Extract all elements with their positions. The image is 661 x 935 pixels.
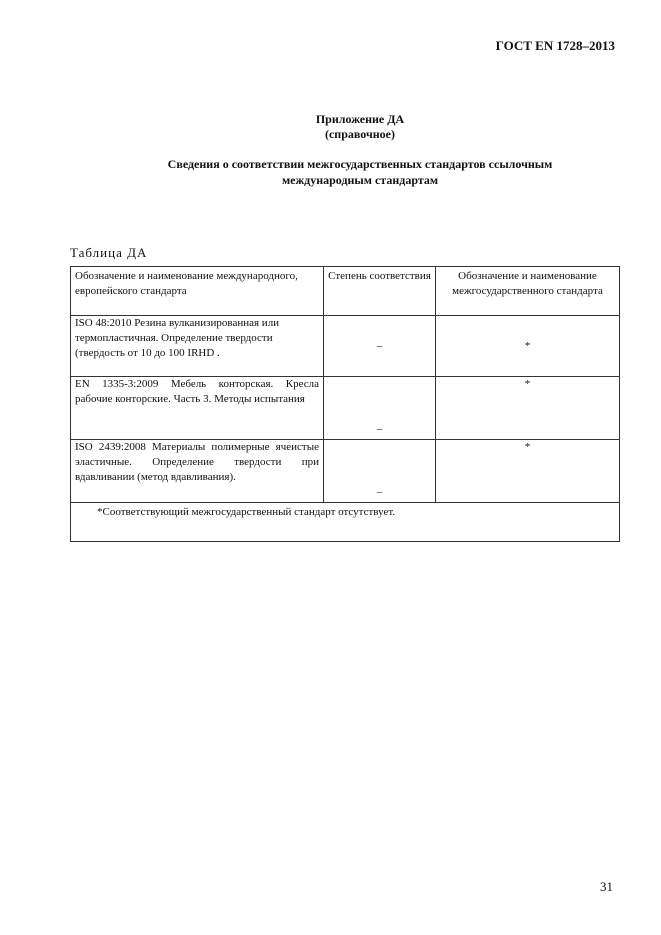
cell-standard: EN 1335-3:2009 Мебель конторская. Кресла рабочие конторские. Часть 3. Методы испытания <box>71 377 324 440</box>
table-header-row <box>71 267 620 316</box>
table-row <box>71 377 620 440</box>
table-footnote-row <box>71 503 620 542</box>
table-caption: Таблица ДА <box>70 245 148 260</box>
cell-degree: – <box>324 377 436 440</box>
cell-degree: – <box>324 316 436 377</box>
info-title-line-2: международным стандартам <box>281 173 439 187</box>
cell-standard: ISO 2439:2008 Материалы полимерные ячеистые эластичные. Определение твердости при вдавливании (метод вдавливания). <box>71 440 324 503</box>
table-row <box>71 440 620 503</box>
cell-interstate: * <box>436 316 620 377</box>
cell-interstate: * <box>436 440 620 503</box>
info-title <box>110 156 610 188</box>
cell-standard: ISO 48:2010 Резина вулканизированная или термопластичная. Определение твердости (твердость от 10 до 100 IRHD . <box>71 316 324 377</box>
header-international-standard: Обозначение и наименование международного, европейского стандарта <box>71 267 324 316</box>
document-header: ГОСТ EN 1728–2013 <box>495 38 615 53</box>
appendix-title: Приложение ДА <box>315 112 405 126</box>
info-title-line-1: Сведения о соответствии межгосударственных стандартов ссылочным <box>167 157 553 171</box>
table-row <box>71 316 620 377</box>
table-footnote: *Соответствующий межгосударственный стандарт отсутствует. <box>71 503 620 542</box>
header-degree: Степень соответствия <box>324 267 436 316</box>
cell-interstate: * <box>436 377 620 440</box>
cell-degree: – <box>324 440 436 503</box>
page-number: 31 <box>600 879 613 894</box>
header-interstate-standard: Обозначение и наименование межгосударственного стандарта <box>436 267 620 316</box>
appendix-subtitle: (справочное) <box>324 127 395 141</box>
correspondence-table <box>70 266 620 542</box>
